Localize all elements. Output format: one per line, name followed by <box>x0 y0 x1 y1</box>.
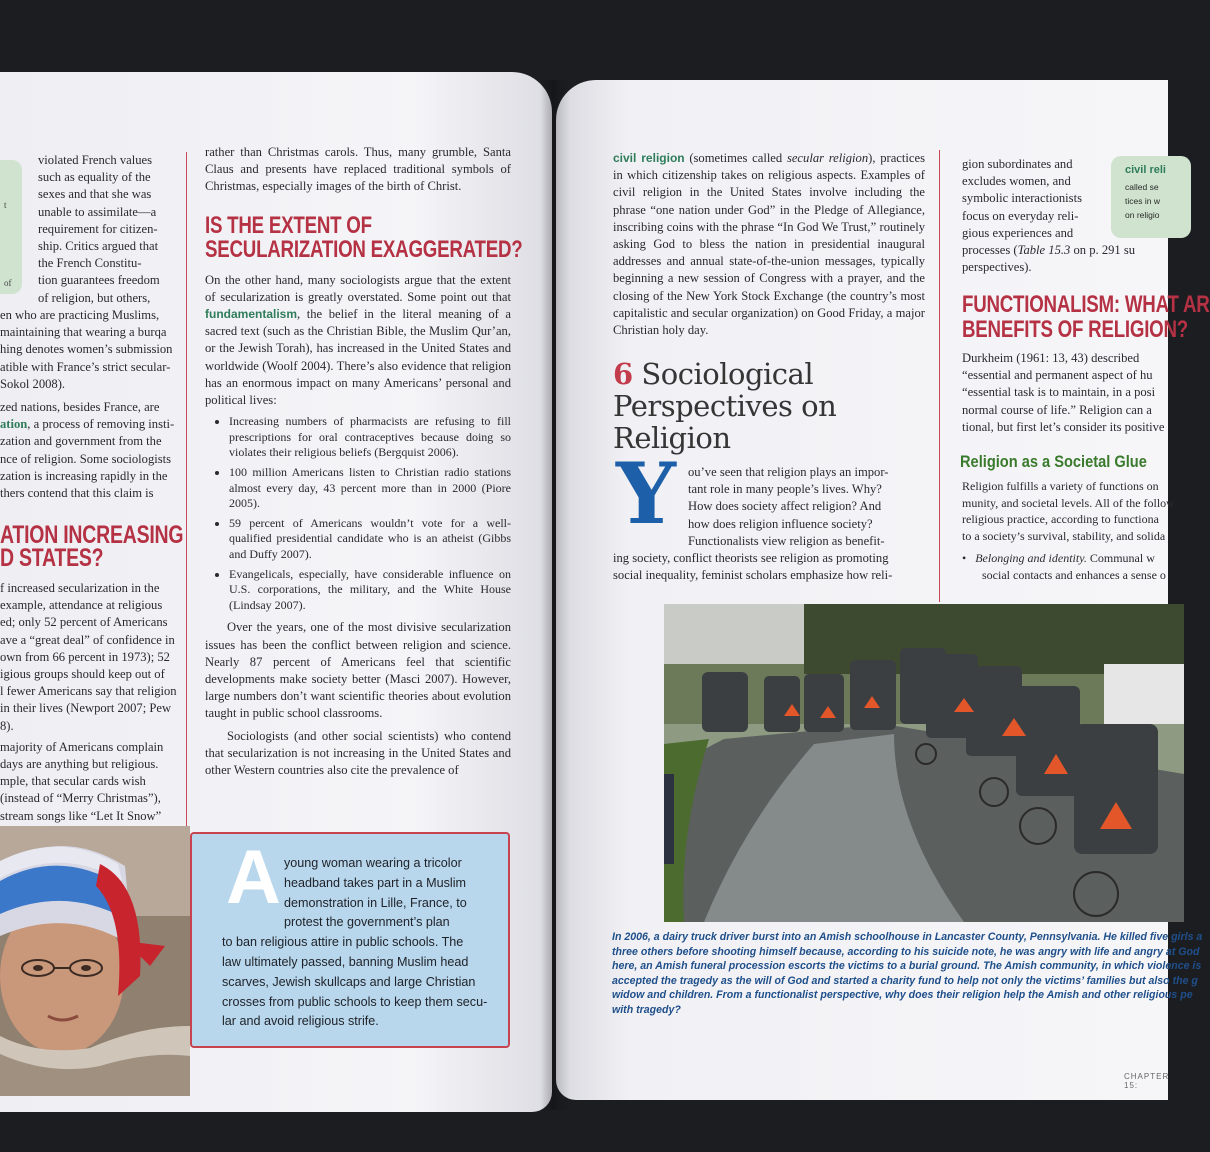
text: ), practices in which citizenship takes on religious aspects. Examples of civil religion in the United States involve including the phrase “one nation under God” in the Pledge of Allegiance, inscribing coins with the phrase “In God We Trust,” routinely asking God to bless the nation in presidential inaugural addresses and annual state-of-the-union messages, typically beginning a new session of Congress with a prayer, and the closing of the New York Stock Exchange (the country’s most capitalistic and secular organization) on Good Friday, a major Christian holy day. <box>613 151 925 338</box>
left-sidebar-stub <box>0 160 22 294</box>
text-line: munity, and societal levels. All of the follow <box>962 495 1175 510</box>
text-line: Sokol 2008). <box>0 376 66 391</box>
heading-line: ATION INCREASING <box>0 521 184 549</box>
caption-line: to ban religious attire in public schools. The <box>222 935 464 950</box>
bullet-list <box>205 414 511 613</box>
text-line: tion guarantees freedom <box>38 273 160 288</box>
text-line: gious experiences and <box>962 225 1074 240</box>
left-col1-heading <box>0 521 184 572</box>
text-line: igious groups should keep out of <box>0 667 165 682</box>
section-number: 6 <box>613 357 633 391</box>
heading-line: FUNCTIONALISM: WHAT AR <box>962 291 1210 318</box>
heading-line: D STATES? <box>0 544 104 572</box>
text: On the other hand, many sociologists argue that the extent of secularization is greatly overstated. Some point out that <box>205 272 511 304</box>
text-line: social contacts and enhances a sense o <box>982 567 1166 582</box>
glossary-sidebar <box>1111 156 1191 238</box>
functionalism-heading <box>962 292 1210 342</box>
caption-line: scarves, Jewish skullcaps and large Christian <box>222 974 476 989</box>
text-line: excludes women, and <box>962 174 1071 189</box>
sidebar-line: called se <box>1125 182 1159 192</box>
photo-caption-box <box>190 832 510 1048</box>
keyword: ation <box>0 417 28 432</box>
text: , a process of removing insti- <box>27 417 175 432</box>
heading-line: IS THE EXTENT OF <box>205 211 372 239</box>
caption-line: lar and avoid religious strife. <box>222 1014 379 1029</box>
text-line: own from 66 percent in 1973); 52 <box>0 649 170 664</box>
text-line: How does society affect religion? And <box>688 499 882 514</box>
text-line: of religion, but others, <box>38 290 151 305</box>
left-col2 <box>205 144 523 784</box>
bullet-item: • Belonging and identity. Communal w <box>962 551 1155 566</box>
text-line: social inequality, feminist scholars emphasize how reli- <box>613 568 893 583</box>
text: processes ( <box>962 243 1018 257</box>
text-line: thers contend that this claim is <box>0 486 154 501</box>
bullet-item: • Evangelicals, especially, have considerable influence on U.S. corporations, the military, and the White House (Lindsay 2007). <box>229 567 511 614</box>
column-rule <box>186 152 187 832</box>
right-col2-para <box>962 350 1172 436</box>
left-page <box>0 72 552 1112</box>
text-line: perspectives). <box>962 260 1032 275</box>
chapter-footer: CHAPTER 15: <box>1124 1072 1170 1090</box>
bullet-item: • 59 percent of Americans wouldn’t vote for a well-qualified presidential candidate who is an atheist (Gibbs and Duffy 2007). <box>229 516 511 563</box>
title-line <box>613 358 836 390</box>
text-line: 8). <box>0 718 14 733</box>
text-line: symbolic interactionists <box>962 191 1082 206</box>
caption-line: widow and children. From a functionalist perspective, why does their religion help the Amish and other religious pe <box>612 989 1193 1002</box>
paragraph <box>205 272 511 410</box>
text-line: such as equality of the <box>38 170 151 185</box>
right-page <box>556 80 1210 1100</box>
right-col1-tail <box>613 550 925 584</box>
amish-photo-illustration <box>664 604 1184 922</box>
caption-line: young woman wearing a tricolor <box>284 856 462 870</box>
text-line: days are anything but religious. <box>0 757 159 772</box>
right-col1 <box>613 150 925 344</box>
text-line <box>0 416 175 433</box>
caption-line: crosses from public schools to keep them secu- <box>222 994 488 1009</box>
text-line: maintaining that wearing a burqa <box>0 325 167 340</box>
italic-text: secular religion <box>786 151 869 165</box>
title-text: Sociological <box>641 357 814 391</box>
text-line: requirement for citizen- <box>38 221 158 236</box>
text-line: normal course of life.” Religion can a <box>962 402 1152 417</box>
text-line: ship. Critics argued that <box>38 239 159 254</box>
caption-line: demonstration in Lille, France, to <box>284 895 467 910</box>
text-line: religious practice, according to functiona <box>962 512 1159 527</box>
text-line: ou’ve seen that religion plays an impor- <box>688 465 889 479</box>
text-line: tional, but first let’s consider its positive <box>962 419 1165 434</box>
left-col1-mid <box>0 307 175 502</box>
text-line: Durkheim (1961: 13, 43) described <box>962 351 1140 365</box>
text-line: majority of Americans complain <box>0 739 164 754</box>
text: Communal w <box>1086 551 1155 566</box>
title-line: Religion <box>613 421 731 455</box>
bullet-item: • 100 million Americans listen to Christian radio stations almost every day, 43 percent more than in 2000 (Piore 2005). <box>229 465 511 512</box>
text-line: violated French values <box>38 153 153 167</box>
text-line: zation and government from the <box>0 434 162 449</box>
text-line: how does religion influence society? <box>688 516 873 531</box>
text-line: ed; only 52 percent of Americans <box>0 615 168 630</box>
keyword-fundamentalism: fundamentalism <box>205 307 298 322</box>
text-line: ing society, conflict theorists see religion as promoting <box>613 551 889 565</box>
side-letter: t <box>4 200 7 210</box>
text-line: sexes and that she was <box>38 187 152 202</box>
text: , the belief in the literal meaning of a sacred text (such as the Christian Bible, the Muslim Qur’an, or the Jewish Torah), has increased in the United States and worldwide (Woolf 2004). There’s also evidence that religion has an enormous impact on many Americans’ personal and political lives: <box>205 307 511 408</box>
text-line: l fewer Americans say that religion <box>0 684 177 699</box>
italic-text: Belonging and identity. <box>975 551 1087 566</box>
section-title <box>613 358 836 454</box>
sidebar-line: tices in w <box>1125 196 1160 206</box>
right-col2-ref <box>962 242 1172 276</box>
text-line: unable to assimilate—a <box>38 204 157 219</box>
text-line: mple, that secular cards wish <box>0 774 146 789</box>
text: on p. 291 su <box>1070 243 1136 257</box>
amish-photo-caption <box>612 930 1203 1018</box>
text-line: en who are practicing Muslims, <box>0 308 160 322</box>
text-line: zed nations, besides France, are <box>0 400 160 415</box>
text-line <box>962 242 1172 259</box>
secularization-heading <box>205 211 523 263</box>
left-col1-bottom <box>0 580 177 825</box>
text-line: ave a “great deal” of confidence in <box>0 632 175 647</box>
bullet-item: • Increasing numbers of pharmacists are refusing to fill prescriptions for oral contraceptives because doing so violates their religious beliefs (Bergquist 2006). <box>229 414 511 461</box>
caption-line: accepted the tragedy as the will of God and started a charity fund to help not only the victims’ families but also the g <box>612 974 1198 987</box>
heading-line: SECULARIZATION EXAGGERATED? <box>205 235 523 263</box>
column-rule <box>939 150 940 602</box>
text-line: tant role in many people’s lives. Why? <box>688 482 882 497</box>
caption-line: three others before shooting himself because, according to his suicide note, he was angry with life and angry at God <box>612 945 1200 958</box>
woman-photo-illustration <box>0 826 190 1096</box>
text-line: f increased secularization in the <box>0 581 160 595</box>
text-line: “essential and permanent aspect of hu <box>962 368 1153 383</box>
sidebar-title: civil reli <box>1125 164 1166 176</box>
drop-cap: A <box>226 835 281 920</box>
caption-line: In 2006, a dairy truck driver burst into an Amish schoolhouse in Lancaster County, Pennsylvania. He killed five girls a <box>612 931 1203 943</box>
text-line: zation is increasing rapidly in the <box>0 468 168 483</box>
right-col1-body <box>688 464 922 550</box>
table-ref: Table 15.3 <box>1017 243 1071 257</box>
paragraph: rather than Christmas carols. Thus, many grumble, Santa Claus and presents have replaced traditional symbols of Christmas, especially images of the birth of Christ. <box>205 145 511 194</box>
text-line: Functionalists view religion as benefit- <box>688 533 885 548</box>
caption-line: law ultimately passed, banning Muslim head <box>222 954 469 969</box>
text-line: hing denotes women’s submission <box>0 342 173 357</box>
text-line: stream songs like “Let It Snow” <box>0 808 162 823</box>
amish-procession-photo <box>664 604 1184 922</box>
drop-cap-y: Y <box>616 444 676 543</box>
caption-line: headband takes part in a Muslim <box>284 875 467 890</box>
keyword-civil-religion: civil religion <box>613 151 685 165</box>
subheading-societal-glue: Religion as a Societal Glue <box>960 452 1147 471</box>
text-line: example, attendance at religious <box>0 598 163 613</box>
text-line: Religion fulfills a variety of functions on <box>962 479 1159 493</box>
paragraph: Over the years, one of the most divisive secularization issues has been the conflict between religion and science. Nearly 87 percent of Americans feel that scientific developments make society better (Masci 2007). However, large numbers don’t want scientific theories about evolution taught in public school classrooms. <box>205 620 511 721</box>
text-line: the French Constitu- <box>38 256 142 271</box>
caption-line: with tragedy? <box>612 1003 681 1016</box>
side-letter: of <box>4 278 12 288</box>
right-col2-sub <box>962 478 1175 584</box>
caption-line: here, an Amish funeral procession escorts the victims to a burial ground. The Amish community, in which violence is <box>612 960 1202 973</box>
left-col1-top <box>38 152 172 307</box>
heading-line: BENEFITS OF RELIGION? <box>962 316 1188 343</box>
text-line: to a society’s survival, stability, and solida <box>962 528 1166 543</box>
sidebar-line: on religio <box>1125 210 1160 220</box>
caption-text <box>222 854 502 1032</box>
text-line: in their lives (Newport 2007; Pew <box>0 701 172 716</box>
text-line: atible with France’s strict secular- <box>0 359 171 374</box>
title-line: Perspectives on <box>613 389 837 423</box>
text-line: focus on everyday reli- <box>962 208 1079 223</box>
paragraph: Sociologists (and other social scientists) who contend that secularization is not increasing in the United States and other Western countries also cite the prevalence of <box>205 728 511 777</box>
text-line: “essential task is to maintain, in a posi <box>962 385 1156 400</box>
paragraph <box>613 150 925 339</box>
caption-line: protest the government’s plan <box>284 915 450 930</box>
right-col2-top <box>962 156 1102 242</box>
text-line: gion subordinates and <box>962 157 1073 171</box>
text-line: nce of religion. Some sociologists <box>0 451 172 466</box>
text-line: (instead of “Merry Christmas”), <box>0 791 161 806</box>
text: (sometimes called <box>684 151 787 165</box>
woman-photo <box>0 826 190 1096</box>
book-gutter-shadow <box>540 80 570 1110</box>
